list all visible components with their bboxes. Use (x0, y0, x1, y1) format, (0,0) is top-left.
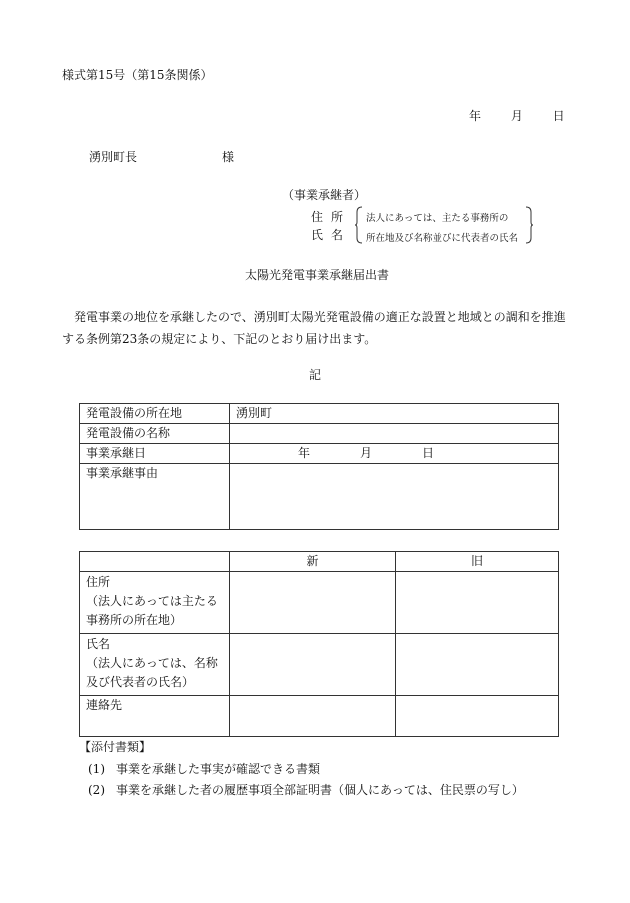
successor-name-label: 氏名 (311, 228, 352, 242)
succession-reason-label: 事業承継事由 (80, 464, 230, 530)
document-title: 太陽光発電事業承継届出書 (245, 268, 390, 282)
succession-date-month: 月 (360, 446, 373, 460)
comparison-table (79, 551, 559, 737)
row-sublabel: （法人にあっては、名称 (86, 656, 218, 670)
table-row (80, 634, 559, 696)
attachment-text: 事業を承継した事実が確認できる書類 (116, 762, 321, 776)
succession-date-day: 日 (422, 446, 435, 460)
date-year: 年 (469, 109, 482, 123)
facility-table (79, 403, 559, 530)
successor-address-label: 住所 (311, 210, 352, 224)
name-row-label (80, 634, 230, 696)
body-paragraph: 発電事業の地位を承継したので、湧別町太陽光発電設備の適正な設置と地域との調和を推進する条例第23条の規定により、下記のとおり届け出ます。 (62, 310, 566, 346)
facility-name-label: 発電設備の名称 (80, 424, 230, 444)
row-label: 氏名 (86, 637, 111, 651)
table-row (80, 696, 559, 737)
row-sublabel: 及び代表者の氏名） (86, 675, 195, 689)
date-month: 月 (510, 109, 523, 123)
table-row (80, 572, 559, 634)
facility-name-value[interactable] (230, 424, 559, 444)
contact-old-cell[interactable] (396, 696, 559, 737)
header-blank (80, 552, 230, 572)
addressee-honorific: 様 (222, 150, 235, 164)
row-sublabel: 事務所の所在地） (86, 613, 183, 627)
attachment-item (88, 760, 320, 777)
name-new-cell[interactable] (230, 634, 396, 696)
row-sublabel: （法人にあっては主たる (86, 594, 218, 608)
ki-heading: 記 (309, 368, 322, 382)
form-number: 様式第15号（第15条関係） (62, 68, 213, 82)
address-old-cell[interactable] (396, 572, 559, 634)
table-row (80, 404, 559, 424)
date-day: 日 (552, 109, 565, 123)
table-row (80, 464, 559, 530)
succession-reason-value[interactable] (230, 464, 559, 530)
address-row-label (80, 572, 230, 634)
succession-date-year: 年 (298, 446, 311, 460)
table-header-row (80, 552, 559, 572)
succession-date-label: 事業承継日 (80, 444, 230, 464)
successor-note-line2: 所在地及び名称並びに代表者の氏名 (366, 233, 519, 244)
attachments-heading: 【添付書類】 (79, 740, 152, 754)
table-row (80, 444, 559, 464)
location-value[interactable]: 湧別町 (230, 404, 559, 424)
attachment-number: (1) (88, 762, 105, 776)
location-label: 発電設備の所在地 (80, 404, 230, 424)
date-line (469, 107, 565, 124)
attachment-text: 事業を承継した者の履歴事項全部証明書（個人にあっては、住民票の写し） (116, 783, 524, 797)
address-new-cell[interactable] (230, 572, 396, 634)
table-row (80, 424, 559, 444)
attachment-number: (2) (88, 783, 105, 797)
contact-new-cell[interactable] (230, 696, 396, 737)
name-old-cell[interactable] (396, 634, 559, 696)
header-old: 旧 (396, 552, 559, 572)
successor-note-line1: 法人にあっては、主たる事務所の (366, 213, 509, 224)
addressee-name: 湧別町長 (89, 150, 138, 164)
row-label: 住所 (86, 575, 111, 589)
attachment-item (88, 781, 524, 798)
contact-row-label: 連絡先 (80, 696, 230, 737)
succession-date-value[interactable] (230, 444, 559, 464)
successor-heading: （事業承継者） (282, 188, 367, 202)
header-new: 新 (230, 552, 396, 572)
